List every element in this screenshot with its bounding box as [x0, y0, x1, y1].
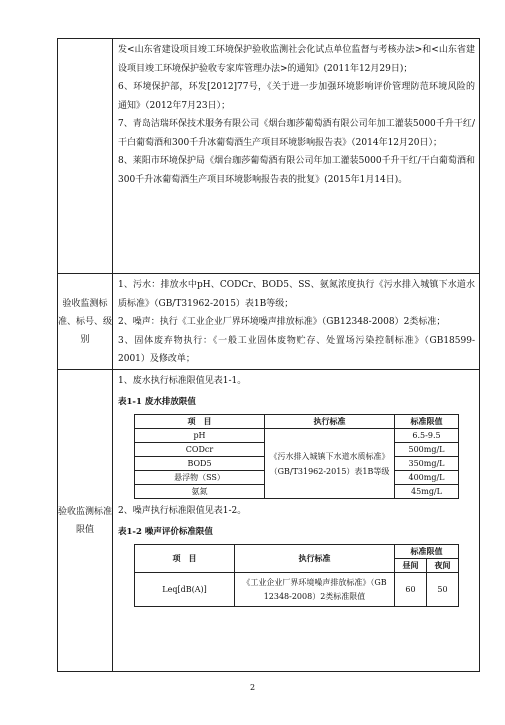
limit-cell: 500mg/L	[395, 443, 459, 457]
standards-cell	[113, 274, 480, 370]
table2-header-night: 夜间	[427, 559, 459, 573]
limits-row	[58, 370, 480, 672]
noise-standard-cell: 《工业企业厂界环境噪声排放标准》（GB 12348-2008）2类标准限值	[235, 573, 395, 607]
standards-label: 验收监测标准、标号、级别	[58, 274, 113, 370]
table-row	[135, 429, 459, 443]
references-label-cell	[58, 39, 113, 274]
references-cell	[113, 39, 480, 274]
table1-header-item: 项 目	[135, 415, 265, 429]
standards-row	[58, 274, 480, 370]
reference-line: 8、莱阳市环境保护局《烟台珈莎葡萄酒有限公司年加工灌装5000千升干红/干白葡萄酒和300千升冰葡萄酒生产项目环境影响报告表的批复》(2015年1月14日)。	[118, 156, 475, 185]
standard-line: 1、污水：排放水中pH、CODCr、BOD5、SS、氨氮浓度执行《污水排入城镇下水道水质标准》（GB/T31962-2015）表1B等级；	[118, 280, 475, 309]
table-row	[135, 573, 459, 607]
table1-standard-cell: 《污水排入城镇下水道水质标准》（GB/T31962-2015）表1B等级	[265, 429, 395, 499]
page-number: 2	[249, 683, 256, 692]
table1-header-standard: 执行标准	[265, 415, 395, 429]
table1-caption: 表1-1 废水排放限值	[118, 396, 196, 407]
reference-line: 7、青岛洁瑞环保技术服务有限公司《烟台珈莎葡萄酒有限公司年加工灌装5000千升干红/干白葡萄酒和300千升冰葡萄酒生产项目环境影响报告表》（2014年12月20日）；	[118, 119, 475, 148]
pollutant-cell: pH	[135, 429, 265, 443]
day-limit-cell: 60	[395, 573, 427, 607]
limit-cell: 400mg/L	[395, 471, 459, 485]
limit-cell: 45mg/L	[395, 485, 459, 499]
references-row	[58, 39, 480, 274]
limit-cell: 350mg/L	[395, 457, 459, 471]
noise-intro: 2、噪声执行标准限值见表1-2。	[118, 506, 247, 516]
table2-header-item: 项 目	[135, 545, 235, 573]
table2-header-day: 昼间	[395, 559, 427, 573]
standard-line: 2、噪声：执行《工业企业厂界环境噪声排放标准》（GB12348-2008）2类标准；	[118, 317, 446, 327]
reference-line: 发<山东省建设项目竣工环境保护验收监测社会化试点单位监督与考核办法>和<山东省建设项目竣工环境保护验收专家库管理办法>的通知》(2011年12月29日)；	[118, 45, 475, 74]
table1-header-limit: 标准限值	[395, 415, 459, 429]
reference-line: 6、环境保护部，环发[2012]77号，《关于进一步加强环境影响评价管理防范环境风险的通知》（2012年7月23日）；	[118, 82, 475, 111]
table2-caption: 表1-2 噪声评价标准限值	[118, 526, 213, 537]
limits-cell	[113, 370, 480, 672]
table2-header-limit: 标准限值	[395, 545, 459, 559]
table2-header-standard: 执行标准	[235, 545, 395, 573]
noise-limits-table	[134, 544, 459, 607]
night-limit-cell: 50	[427, 573, 459, 607]
wastewater-intro: 1、废水执行标准限值见表1-1。	[118, 376, 247, 386]
pollutant-cell: 悬浮物（SS）	[135, 471, 265, 485]
wastewater-limits-table	[134, 414, 459, 499]
limit-cell: 6.5-9.5	[395, 429, 459, 443]
main-table	[57, 38, 480, 672]
noise-item-cell: Leq[dB(A)]	[135, 573, 235, 607]
limits-label: 验收监测标准限值	[58, 370, 113, 672]
pollutant-cell: 氨氮	[135, 485, 265, 499]
pollutant-cell: CODcr	[135, 443, 265, 457]
standard-line: 3、固体废弃物执行：《一般工业固体废物贮存、处置场污染控制标准》（GB18599-2001）及修改单；	[118, 335, 475, 364]
pollutant-cell: BOD5	[135, 457, 265, 471]
